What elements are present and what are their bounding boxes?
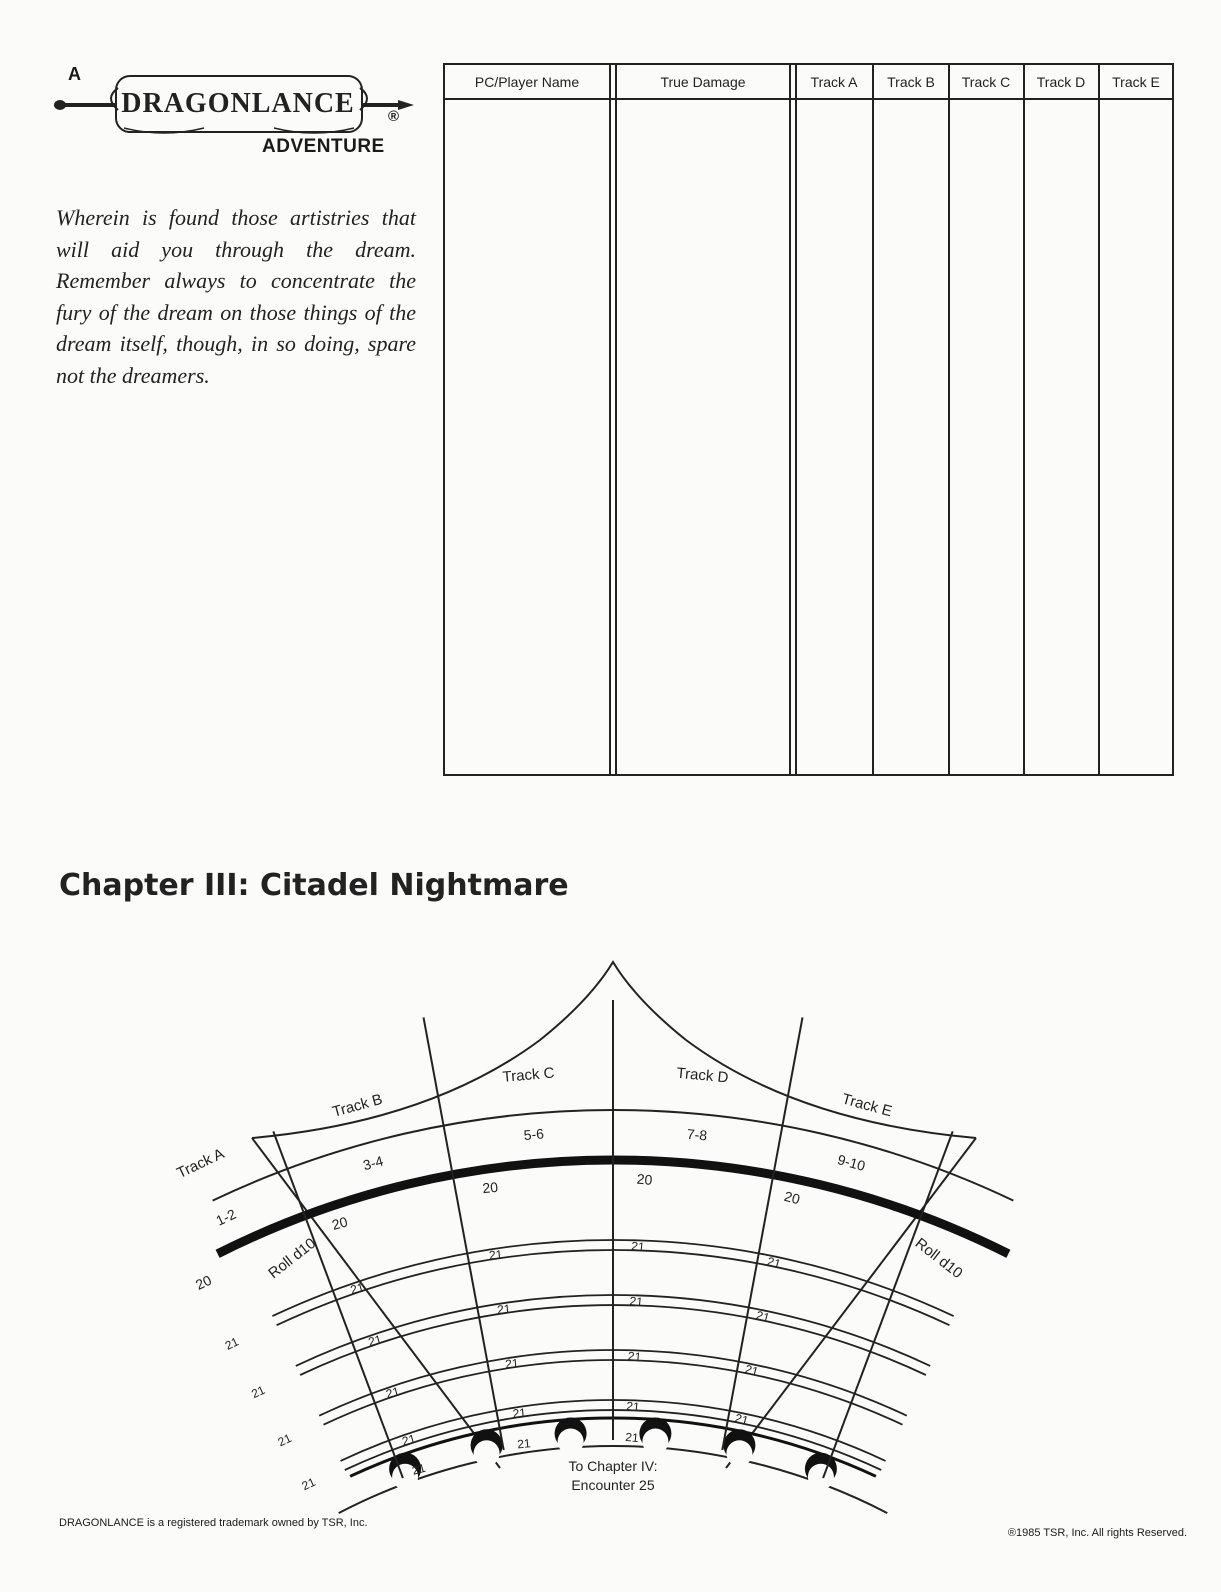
ledger-header-track-d: Track D [1036,74,1086,90]
encounter-21-label-d-3: 21 [627,1348,642,1365]
track-divider-4 [722,1017,802,1450]
encounter-21-label-a-3: 21 [275,1430,294,1450]
encounter-21-label-a-2: 21 [249,1382,268,1402]
logo-wordmark: DRAGONLANCE [121,88,355,119]
intro-text: Wherein is found those artistries that will aid you through the dream. Remember always to concentrate the fury of the dream on those things of the dream itself, though, in so doing, spare not the dreamers. [56,205,416,388]
ledger-header-track-b: Track B [887,74,935,90]
encounter-21-label-e-1: 21 [765,1254,783,1272]
encounter-21-label-d-1: 21 [630,1238,646,1255]
exit-arch-opening-6 [808,1464,834,1490]
track-name-c: Track C [501,1064,556,1086]
exit-arch-opening-4 [642,1429,668,1455]
ledger-header-track-a: Track A [810,74,858,90]
citadel-track-map [0,940,1221,1520]
ledger-header-track-e: Track E [1112,74,1160,90]
encounter-21-label-b-2: 21 [366,1332,384,1350]
track-roll-a: 1-2 [213,1205,239,1229]
exit-label-line1: To Chapter IV: [568,1458,658,1474]
encounter-21-label-a-1: 21 [222,1334,241,1353]
encounter-21-label-d-4: 21 [625,1398,641,1415]
track-name-d: Track D [675,1064,730,1087]
encounter-21-label-d-2: 21 [628,1293,644,1310]
encounter-21-label-c-2: 21 [496,1301,512,1317]
exit-arch-opening-3 [558,1429,584,1455]
roll-d10-left-label: Roll d10 [265,1234,320,1283]
encounter-21-label-d-5: 21 [624,1429,640,1446]
encounter-21-label-b-1: 21 [348,1279,366,1298]
exit-arch-opening-2 [474,1440,500,1466]
track-roll-e: 9-10 [835,1151,868,1174]
dragonlance-logo [54,62,414,172]
encounter-21-label-e-4: 21 [733,1410,750,1428]
encounter-20-label-c: 20 [481,1178,499,1197]
track-name-e: Track E [840,1090,894,1121]
encounter-21-label-b-3: 21 [384,1384,401,1402]
encounter-21-label-c-3: 21 [504,1356,520,1372]
track-roll-d: 7-8 [686,1125,708,1144]
encounter-21-label-a-4: 21 [299,1474,318,1494]
registered-mark: ® [388,108,400,125]
track-divider-5 [823,1131,953,1478]
ledger-header-player-name: PC/Player Name [474,74,580,90]
encounter-21-label-e-3: 21 [743,1361,760,1379]
ledger-header-track-c: Track C [961,74,1011,90]
encounter-21-label-b-5: 21 [410,1460,428,1478]
copyright-notice: ®1985 TSR, Inc. All rights Reserved. [1007,1527,1187,1539]
logo-subtitle: ADVENTURE [262,136,385,157]
ledger-header-true-damage: True Damage [660,74,746,90]
encounter-20-label-a: 20 [192,1271,214,1293]
track-divider-2 [424,1017,504,1450]
exit-arch-opening-5 [726,1440,752,1466]
ledger-column-dividers [610,64,1099,775]
roll-d10-right-label: Roll d10 [911,1234,966,1283]
chapter-title: Chapter III: Citadel Nightmare [59,868,569,903]
encounter-20-label-e: 20 [782,1187,802,1208]
track-roll-c: 5-6 [523,1125,545,1144]
track-name-b: Track B [330,1090,385,1121]
encounter-20-label-d: 20 [636,1170,654,1188]
damage-ledger-table [443,63,1188,786]
track-name-a: Track A [174,1145,227,1183]
exit-label-line2: Encounter 25 [571,1477,655,1493]
encounter-20-label-b: 20 [330,1213,350,1233]
track-divider-1 [273,1131,403,1478]
encounter-21-label-e-2: 21 [754,1307,772,1326]
encounter-21-label-c-4: 21 [512,1405,527,1421]
trademark-notice: DRAGONLANCE is a registered trademark owned by TSR, Inc. [59,1517,368,1529]
encounter-21-label-c-1: 21 [488,1247,503,1263]
encounter-21-label-b-4: 21 [400,1431,418,1449]
track-roll-b: 3-4 [361,1152,385,1174]
logo-prefix: A [68,64,81,84]
encounter-21-label-c-5: 21 [516,1436,532,1452]
